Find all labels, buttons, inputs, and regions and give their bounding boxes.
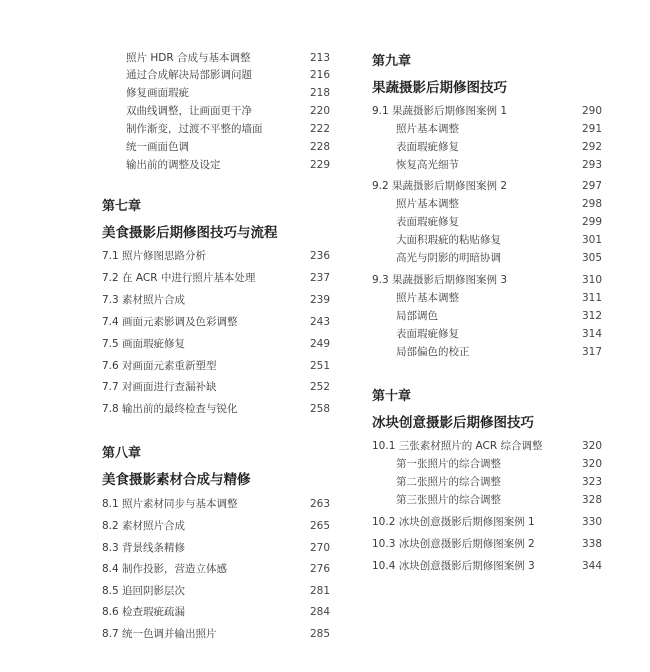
entry-page: 229	[309, 159, 330, 171]
entry-title: 7.6 对画面元素重新塑型	[102, 360, 217, 372]
entry-page: 292	[581, 141, 602, 153]
entry-page: 276	[309, 563, 330, 575]
entry-title: 第二张照片的综合调整	[396, 476, 501, 488]
entry-title: 照片基本调整	[396, 123, 459, 135]
toc-entry[interactable]	[102, 604, 330, 620]
entry-title: 9.3 果蔬摄影后期修图案例 3	[372, 274, 508, 286]
entry-title: 第一张照片的综合调整	[396, 458, 501, 470]
toc-entry[interactable]	[102, 496, 330, 512]
entry-page: 311	[581, 292, 602, 304]
toc-entry[interactable]	[102, 67, 330, 83]
entry-title: 8.6 检查瑕疵疏漏	[102, 606, 186, 618]
toc-entry[interactable]	[102, 248, 330, 264]
chapter-label: 第八章	[102, 446, 142, 461]
entry-page: 251	[309, 360, 330, 372]
toc-section[interactable]	[372, 272, 602, 288]
toc-entry[interactable]	[372, 308, 602, 324]
toc-entry[interactable]	[372, 214, 602, 230]
entry-page: 320	[581, 440, 602, 452]
chapter-title: 果蔬摄影后期修图技巧	[372, 80, 507, 96]
entry-title: 表面瑕疵修复	[396, 328, 459, 340]
toc-entry[interactable]	[372, 157, 602, 173]
toc-entry[interactable]	[372, 344, 602, 360]
entry-page: 297	[581, 180, 602, 192]
entry-title: 9.2 果蔬摄影后期修图案例 2	[372, 180, 508, 192]
entry-page: 218	[309, 87, 330, 99]
entry-page: 330	[581, 516, 602, 528]
toc-section[interactable]	[372, 178, 602, 194]
entry-page: 312	[581, 310, 602, 322]
entry-title: 局部偏色的校正	[396, 346, 470, 358]
entry-page: 290	[581, 105, 602, 117]
toc-entry[interactable]	[102, 401, 330, 417]
toc-section[interactable]	[372, 536, 602, 552]
chapter-title: 美食摄影素材合成与精修	[102, 472, 251, 488]
toc-entry[interactable]	[102, 626, 330, 642]
entry-title: 输出前的调整及设定	[126, 159, 221, 171]
toc-entry[interactable]	[102, 583, 330, 599]
entry-page: 228	[309, 141, 330, 153]
entry-title: 7.7 对画面进行查漏补缺	[102, 381, 217, 393]
entry-title: 8.1 照片素材同步与基本调整	[102, 498, 238, 510]
toc-entry[interactable]	[372, 196, 602, 212]
toc-entry[interactable]	[102, 358, 330, 374]
toc-section[interactable]	[372, 514, 602, 530]
entry-title: 7.1 照片修图思路分析	[102, 250, 207, 262]
entry-title: 表面瑕疵修复	[396, 216, 459, 228]
chapter-label: 第七章	[102, 199, 142, 214]
toc-entry[interactable]	[102, 270, 330, 286]
entry-title: 统一画面色调	[126, 141, 189, 153]
entry-title: 大面积瑕疵的粘贴修复	[396, 234, 501, 246]
entry-page: 291	[581, 123, 602, 135]
entry-title: 表面瑕疵修复	[396, 141, 459, 153]
entry-page: 281	[309, 585, 330, 597]
entry-page: 252	[309, 381, 330, 393]
toc-entry[interactable]	[102, 518, 330, 534]
entry-page: 284	[309, 606, 330, 618]
entry-title: 10.1 三张素材照片的 ACR 综合调整	[372, 440, 543, 452]
entry-title: 照片 HDR 合成与基本调整	[126, 52, 251, 64]
toc-entry[interactable]	[102, 85, 330, 101]
entry-page: 243	[309, 316, 330, 328]
entry-title: 10.2 冰块创意摄影后期修图案例 1	[372, 516, 535, 528]
entry-page: 328	[581, 494, 602, 506]
entry-title: 9.1 果蔬摄影后期修图案例 1	[372, 105, 508, 117]
toc-entry[interactable]	[102, 314, 330, 330]
toc-entry[interactable]	[372, 121, 602, 137]
toc-entry[interactable]	[102, 50, 330, 66]
entry-page: 298	[581, 198, 602, 210]
entry-page: 220	[309, 105, 330, 117]
toc-entry[interactable]	[372, 232, 602, 248]
entry-page: 317	[581, 346, 602, 358]
entry-title: 修复画面瑕疵	[126, 87, 189, 99]
entry-title: 7.3 素材照片合成	[102, 294, 186, 306]
entry-title: 10.4 冰块创意摄影后期修图案例 3	[372, 560, 535, 572]
entry-page: 263	[309, 498, 330, 510]
toc-entry[interactable]	[102, 379, 330, 395]
chapter-title: 冰块创意摄影后期修图技巧	[372, 415, 534, 431]
toc-entry[interactable]	[372, 326, 602, 342]
entry-page: 249	[309, 338, 330, 350]
toc-section[interactable]	[372, 438, 602, 454]
toc-entry[interactable]	[372, 250, 602, 266]
chapter-title: 美食摄影后期修图技巧与流程	[102, 225, 278, 241]
entry-title: 双曲线调整，让画面更干净	[126, 105, 252, 117]
toc-entry[interactable]	[372, 139, 602, 155]
entry-page: 236	[309, 250, 330, 262]
entry-page: 222	[309, 123, 330, 135]
entry-title: 8.7 统一色调并输出照片	[102, 628, 217, 640]
entry-page: 310	[581, 274, 602, 286]
entry-title: 照片基本调整	[396, 198, 459, 210]
entry-page: 301	[581, 234, 602, 246]
entry-page: 314	[581, 328, 602, 340]
entry-page: 285	[309, 628, 330, 640]
toc-entry[interactable]	[372, 456, 602, 472]
entry-title: 7.4 画面元素影调及色彩调整	[102, 316, 238, 328]
entry-page: 265	[309, 520, 330, 532]
entry-page: 239	[309, 294, 330, 306]
toc-entry[interactable]	[372, 474, 602, 490]
entry-page: 258	[309, 403, 330, 415]
entry-title: 局部调色	[396, 310, 438, 322]
toc-entry[interactable]	[102, 157, 330, 173]
entry-title: 恢复高光细节	[396, 159, 459, 171]
entry-title: 8.2 素材照片合成	[102, 520, 186, 532]
toc-section[interactable]	[372, 103, 602, 119]
chapter-label: 第九章	[372, 54, 412, 69]
entry-page: 299	[581, 216, 602, 228]
entry-page: 293	[581, 159, 602, 171]
toc-entry[interactable]	[102, 103, 330, 119]
entry-page: 338	[581, 538, 602, 550]
entry-title: 制作渐变，过渡不平整的墙面	[126, 123, 263, 135]
entry-page: 320	[581, 458, 602, 470]
toc-section[interactable]	[372, 558, 602, 574]
entry-title: 8.5 追回阴影层次	[102, 585, 186, 597]
toc-entry[interactable]	[102, 336, 330, 352]
entry-title: 照片基本调整	[396, 292, 459, 304]
entry-title: 8.4 制作投影，营造立体感	[102, 563, 228, 575]
entry-page: 216	[309, 69, 330, 81]
entry-title: 7.5 画面瑕疵修复	[102, 338, 186, 350]
entry-page: 344	[581, 560, 602, 572]
toc-entry[interactable]	[372, 290, 602, 306]
entry-title: 8.3 背景线条精修	[102, 542, 186, 554]
entry-page: 323	[581, 476, 602, 488]
entry-title: 7.8 输出前的最终检查与锐化	[102, 403, 238, 415]
toc-entry[interactable]	[102, 139, 330, 155]
entry-title: 高光与阴影的明暗协调	[396, 252, 501, 264]
entry-title: 7.2 在 ACR 中进行照片基本处理	[102, 272, 256, 284]
toc-entry[interactable]	[102, 292, 330, 308]
toc-entry[interactable]	[102, 540, 330, 556]
entry-page: 270	[309, 542, 330, 554]
entry-page: 213	[309, 52, 330, 64]
toc-entry[interactable]	[372, 492, 602, 508]
entry-title: 通过合成解决局部影调问题	[126, 69, 252, 81]
chapter-label: 第十章	[372, 389, 412, 404]
entry-title: 10.3 冰块创意摄影后期修图案例 2	[372, 538, 535, 550]
entry-page: 237	[309, 272, 330, 284]
entry-page: 305	[581, 252, 602, 264]
entry-title: 第三张照片的综合调整	[396, 494, 501, 506]
toc-entry[interactable]	[102, 121, 330, 137]
toc-entry[interactable]	[102, 561, 330, 577]
